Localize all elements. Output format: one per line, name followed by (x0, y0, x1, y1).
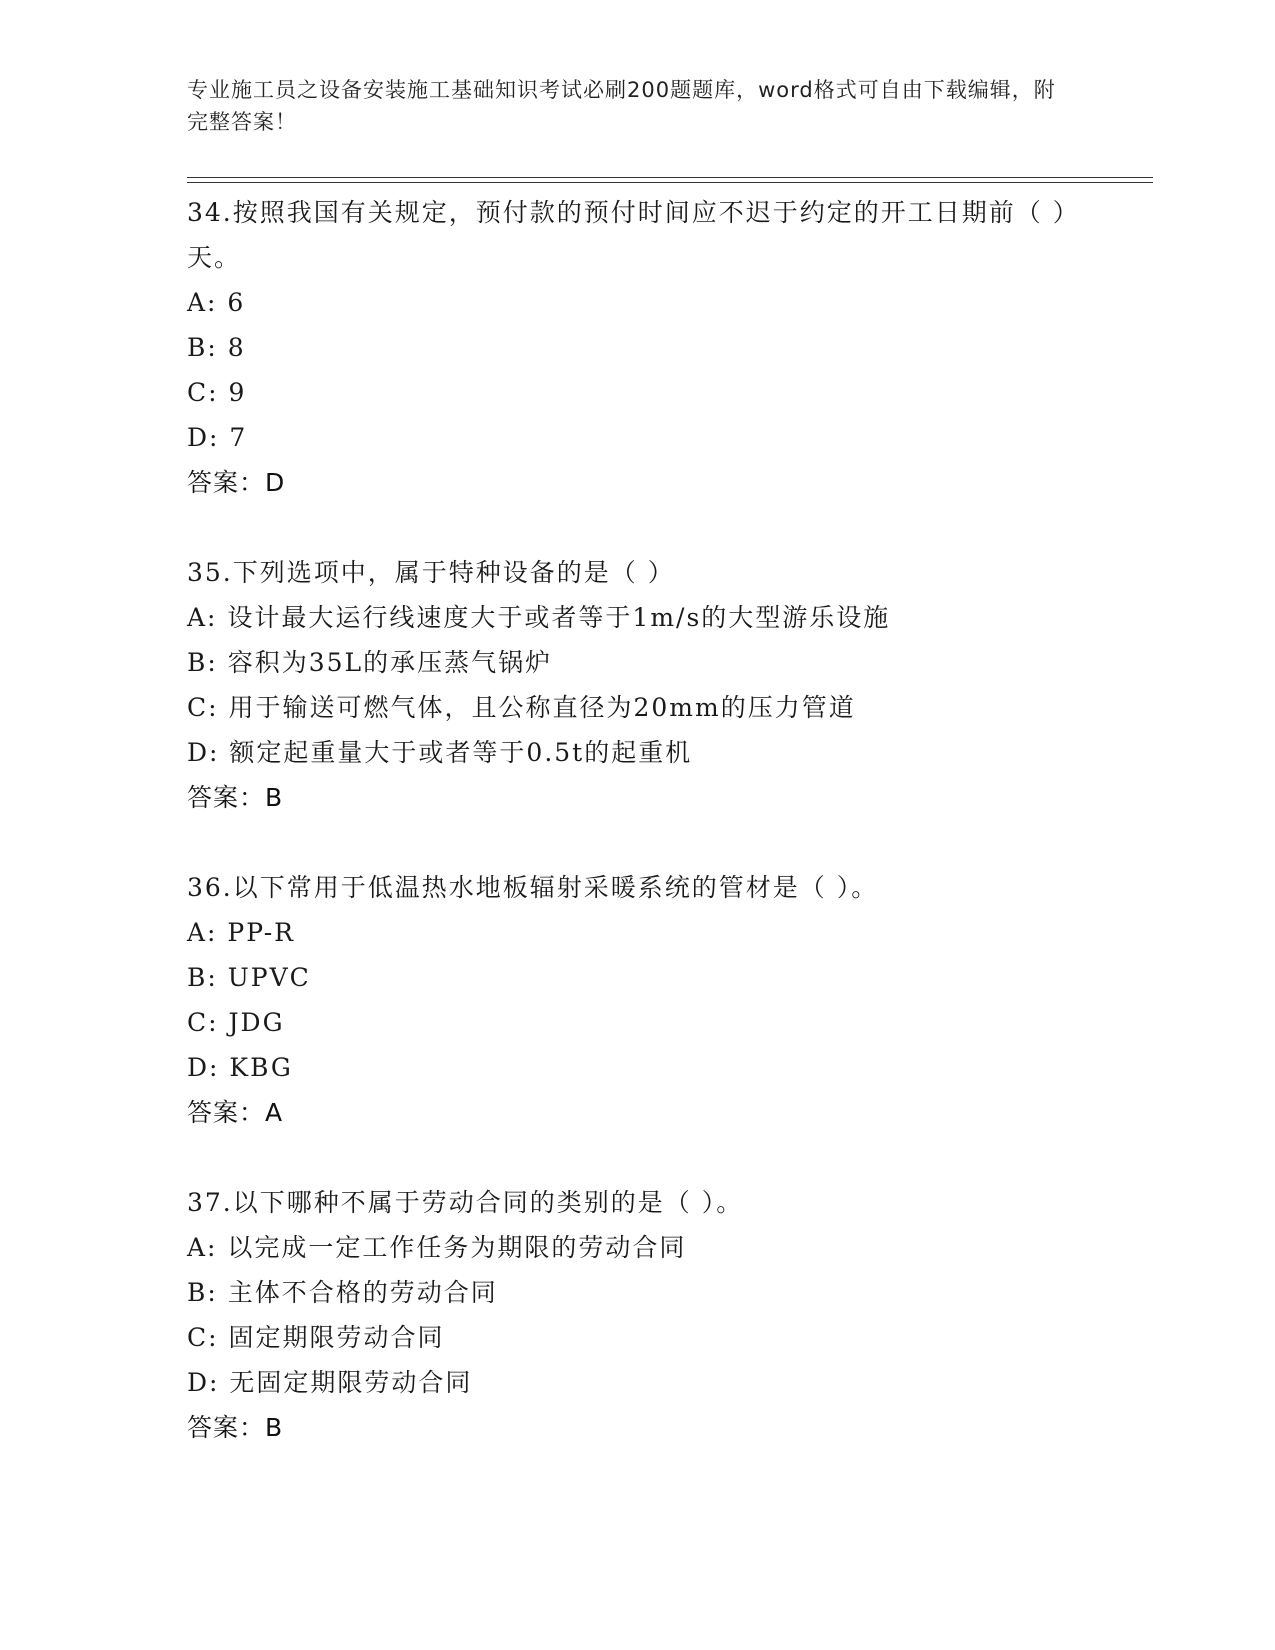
header-rule-top (187, 177, 1153, 178)
header-rule-bottom (187, 182, 1153, 183)
question-stem: 37.以下哪种不属于劳动合同的类别的是（ ）。 (187, 1188, 744, 1217)
option-b: B: 8 (187, 333, 246, 362)
option-c: C: 固定期限劳动合同 (187, 1323, 445, 1352)
question-34 (187, 190, 1087, 505)
document-header: 专业施工员之设备安装施工基础知识考试必刷200题题库，word格式可自由下载编辑，附完整答案！ (187, 78, 1056, 134)
option-a: A: 以完成一定工作任务为期限的劳动合同 (187, 1233, 687, 1262)
option-a: A: 6 (187, 288, 246, 317)
option-c: C: 9 (187, 378, 247, 407)
question-36 (187, 865, 1087, 1135)
answer: 答案：B (187, 1413, 284, 1442)
option-c: C: JDG (187, 1008, 285, 1037)
option-d: D: KBG (187, 1053, 293, 1082)
option-b: B: UPVC (187, 963, 311, 992)
option-a: A: 设计最大运行线速度大于或者等于1m/s的大型游乐设施 (187, 603, 891, 632)
option-c: C: 用于输送可燃气体，且公称直径为20mm的压力管道 (187, 693, 856, 722)
question-stem: 34.按照我国有关规定，预付款的预付时间应不迟于约定的开工日期前（ ）天。 (187, 198, 1080, 272)
option-d: D: 7 (187, 423, 248, 452)
question-37 (187, 1180, 1087, 1450)
question-35 (187, 550, 1087, 820)
option-d: D: 无固定期限劳动合同 (187, 1368, 473, 1397)
question-stem: 36.以下常用于低温热水地板辐射采暖系统的管材是（ ）。 (187, 873, 879, 902)
answer: 答案：B (187, 783, 284, 812)
option-b: B: 主体不合格的劳动合同 (187, 1278, 498, 1307)
option-d: D: 额定起重量大于或者等于0.5t的起重机 (187, 738, 693, 767)
question-list (187, 190, 1087, 1495)
answer: 答案：D (187, 468, 286, 497)
option-b: B: 容积为35L的承压蒸气锅炉 (187, 648, 553, 677)
answer: 答案：A (187, 1098, 284, 1127)
question-stem: 35.下列选项中，属于特种设备的是（ ） (187, 558, 675, 587)
option-a: A: PP-R (187, 918, 295, 947)
